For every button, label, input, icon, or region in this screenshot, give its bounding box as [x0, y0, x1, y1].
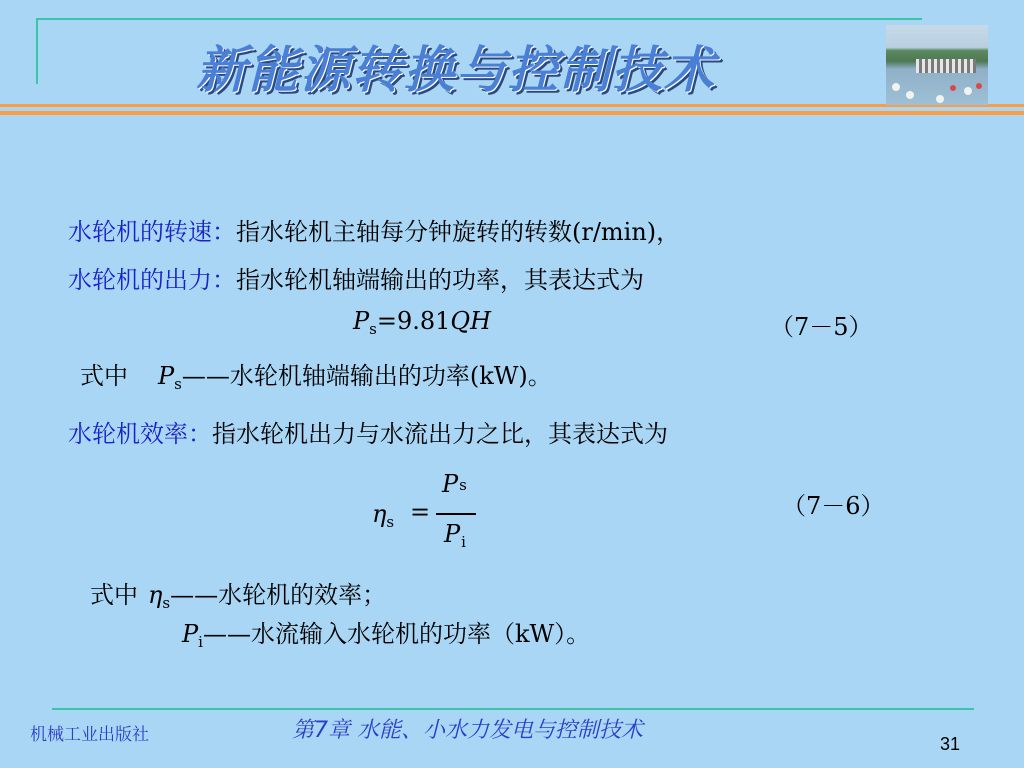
eq2-lhs [372, 500, 395, 531]
page-number: 31 [940, 734, 961, 754]
term-output-power: 水轮机的出力： [68, 266, 236, 294]
footer-rule [52, 708, 974, 710]
publisher-name: 机械工业出版社 [30, 725, 149, 745]
fraction-bar [436, 513, 476, 515]
eq1-rhs-vars: QH [450, 307, 492, 335]
orange-rule-upper [0, 104, 1024, 107]
eq2-num-sub: s [459, 476, 467, 494]
def3-symbol-sub: i [198, 633, 203, 651]
def2-symbol: η [148, 581, 163, 609]
def2-text: ——水轮机的效率； [170, 581, 387, 609]
eq1-lhs-sub: s [369, 320, 377, 338]
definition-ps [80, 356, 552, 391]
hydropower-photo [886, 25, 988, 105]
efficiency-definition: 指水轮机出力与水流出力之比，其表达式为 [212, 420, 668, 448]
eq1-lhs: P [353, 307, 370, 335]
equation-7-6-number: （7－6） [782, 492, 885, 520]
output-power-definition: 指水轮机轴端输出的功率，其表达式为 [236, 266, 644, 294]
eq2-num-symbol: P [442, 470, 459, 498]
equation-7-5-number: （7－5） [770, 313, 873, 341]
orange-rule-lower [0, 111, 1024, 115]
equation-7-5 [353, 307, 492, 338]
def2-prefix: 式中 [90, 581, 138, 609]
definition-eta [90, 575, 386, 610]
eq2-den-sub: i [461, 533, 466, 551]
eq2-lhs-sub: s [386, 513, 395, 531]
eq2-den-symbol: P [444, 520, 461, 548]
rotation-speed-line [68, 212, 680, 247]
term-efficiency: 水轮机效率： [68, 420, 212, 448]
def2-symbol-sub: s [162, 594, 171, 612]
left-rule [36, 18, 38, 84]
def1-symbol-sub: s [174, 375, 182, 393]
efficiency-line [68, 414, 668, 449]
def3-text: ——水流输入水轮机的功率（kW）。 [202, 620, 591, 648]
top-rule [36, 18, 922, 20]
slide-title: 新能源转换与控制技术 [196, 41, 716, 99]
def3-symbol: P [182, 620, 199, 648]
chapter-title: 第7章 水能、小水力发电与控制技术 [292, 718, 643, 743]
eq1-rhs: =9.81 [376, 307, 451, 335]
term-rotation-speed: 水轮机的转速： [68, 218, 236, 246]
def1-text: ——水轮机轴端输出的功率(kW)。 [181, 362, 552, 390]
eq2-equals: = [410, 498, 431, 526]
eq2-numerator [442, 470, 466, 498]
eq2-denominator [444, 520, 466, 551]
eq2-lhs-symbol: η [372, 500, 387, 528]
rotation-speed-definition: 指水轮机主轴每分钟旋转的转数(r/min)， [236, 218, 681, 246]
definition-pi [182, 614, 590, 649]
output-power-line [68, 260, 644, 295]
def1-symbol: P [158, 362, 175, 390]
def1-prefix: 式中 [80, 362, 128, 390]
